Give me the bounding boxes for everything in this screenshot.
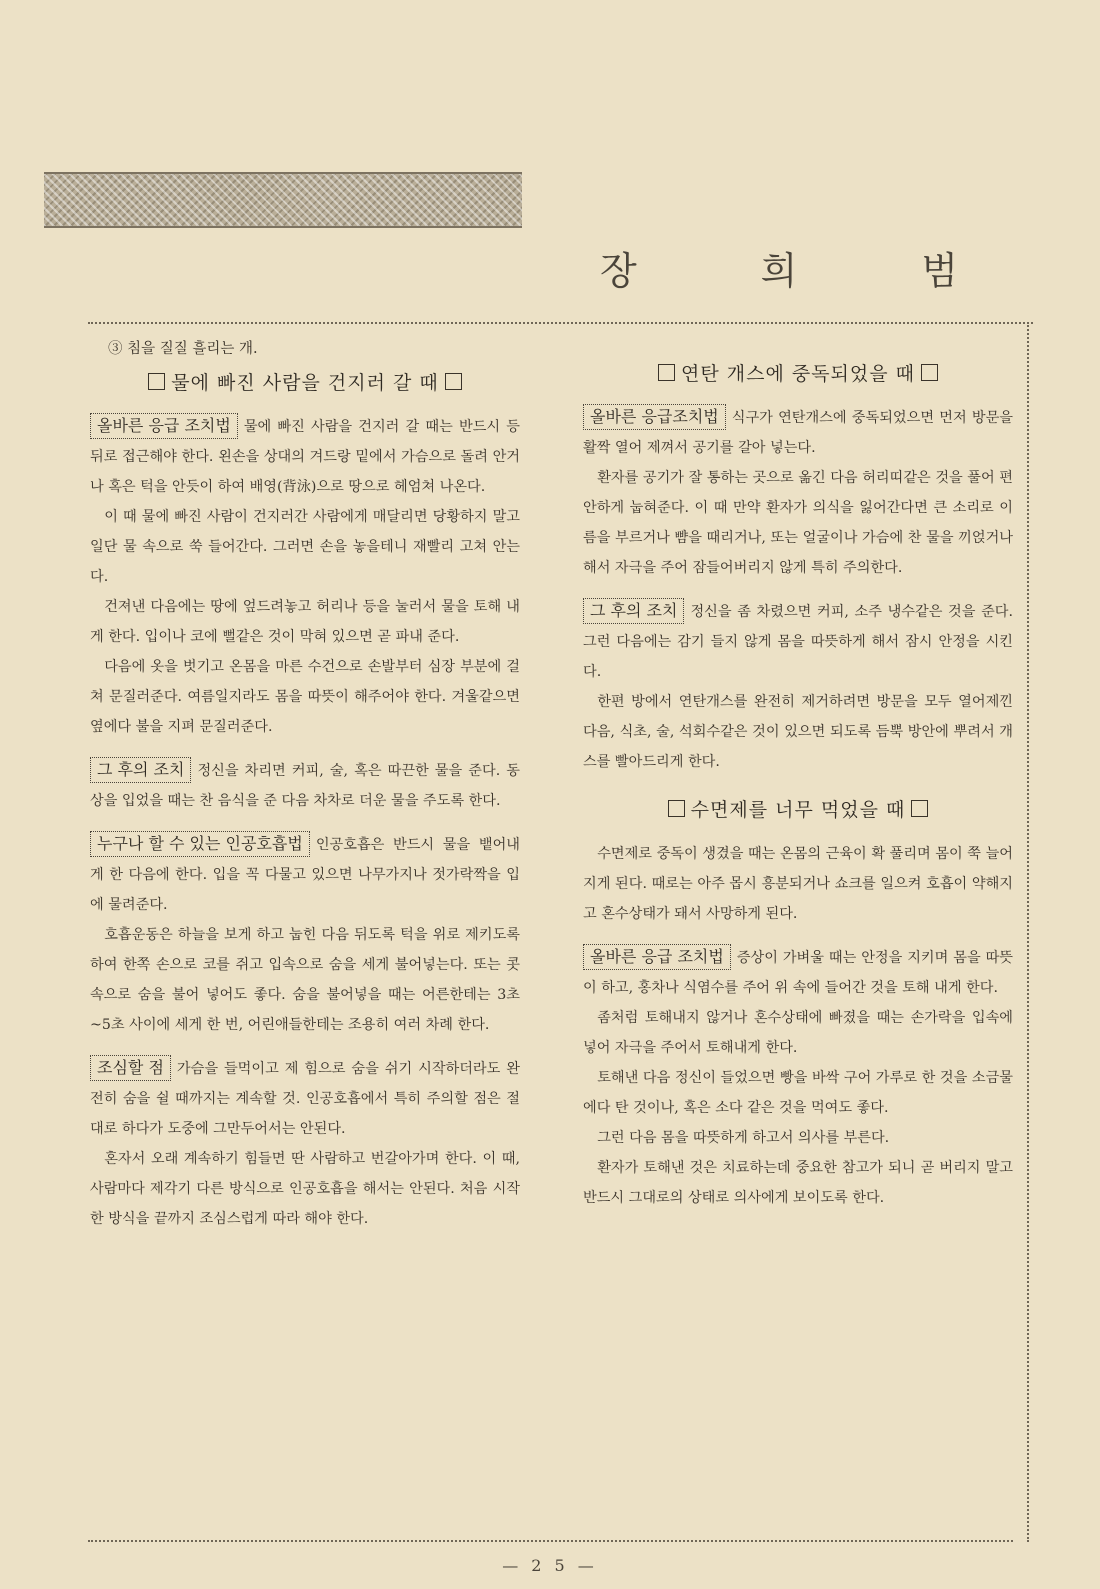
- list-item-3: ③ 침을 질질 흘리는 개.: [108, 341, 258, 357]
- paragraph-text: 물에 빠진 사람을 건지러 갈 때는 반드시 등 뒤로 접근해야 한다. 왼손을 상대의 겨드랑 밑에서 가슴으로 돌려 안거나 혹은 턱을 안듯이 하여 배영(背泳)으로 땅으로 헤엄쳐 나온다.: [90, 419, 520, 495]
- checkbox-square-icon: [148, 373, 165, 390]
- section-heading-drowning: [90, 368, 520, 398]
- subheading-aftercare: 그 후의 조치: [583, 598, 684, 624]
- subheading-cpr: 누구나 할 수 있는 인공호흡법: [90, 831, 310, 857]
- paragraph: 한편 방에서 연탄개스를 완전히 제거하려면 방문을 모두 열어제낀 다음, 식초, 술, 석회수같은 것이 있으면 되도록 듬뿍 방안에 뿌려서 개스를 빨아드리게 한다.: [583, 694, 1013, 770]
- paragraph: 토해낸 다음 정신이 들었으면 빵을 바싹 구어 가루로 한 것을 소금물에다 탄 것이나, 혹은 소다 같은 것을 먹여도 좋다.: [583, 1070, 1013, 1116]
- subheading-aftercare: 그 후의 조치: [90, 757, 191, 783]
- author-char: 범: [921, 249, 960, 293]
- paragraph-text: 증상이 가벼울 때는 안정을 지키며 몸을 따뜻이 하고, 홍차나 식염수를 주어 위 속에 들어간 것을 토해 내게 한다.: [583, 950, 1013, 996]
- decorative-banner: [44, 172, 522, 228]
- section-heading-coal-gas: [583, 359, 1013, 389]
- paragraph: 환자를 공기가 잘 통하는 곳으로 옮긴 다음 허리띠같은 것을 풀어 편안하게 눕혀준다. 이 때 만약 환자가 의식을 잃어간다면 큰 소리로 이름을 부르거나 뺨을 때리거나, 또는 얼굴이나 가슴에 찬 물을 끼얹거나 해서 자극을 주어 잠들어버리지 않게 특히 주의한다.: [583, 470, 1013, 576]
- left-column: [90, 334, 520, 1234]
- checkbox-square-icon: [658, 364, 675, 381]
- subheading-first-aid: 올바른 응급 조치법: [90, 413, 238, 439]
- paragraph: [90, 756, 520, 816]
- heading-text: 연탄 개스에 중독되었을 때: [680, 363, 915, 385]
- paragraph: 다음에 옷을 벗기고 온몸을 마른 수건으로 손발부터 심장 부분에 걸쳐 문질러준다. 여름일지라도 몸을 따뜻이 해주어야 한다. 겨울같으면 옆에다 불을 지펴 문질러준다.: [90, 659, 520, 735]
- paragraph-text: 정신을 좀 차렸으면 커피, 소주 냉수같은 것을 준다. 그런 다음에는 감기 들지 않게 몸을 따뜻하게 해서 잠시 안정을 시킨다.: [583, 604, 1013, 680]
- section-heading-sleeping-pills: [583, 795, 1013, 825]
- author-char: 장: [600, 249, 639, 293]
- paragraph: 좀처럼 토해내지 않거나 혼수상태에 빠졌을 때는 손가락을 입속에 넣어 자극을 주어서 토해내게 한다.: [583, 1010, 1013, 1056]
- paragraph: [583, 597, 1013, 687]
- subheading-caution: 조심할 점: [90, 1055, 171, 1081]
- subheading-first-aid: 올바른 응급 조치법: [583, 944, 731, 970]
- page-number: — 2 5 —: [502, 1556, 598, 1575]
- author-name: [600, 240, 960, 295]
- author-char: 희: [760, 249, 800, 293]
- paragraph: [583, 943, 1013, 1003]
- paragraph: 그런 다음 몸을 따뜻하게 하고서 의사를 부른다.: [597, 1130, 890, 1146]
- paragraph-text: 식구가 연탄개스에 중독되었으면 먼저 방문을 활짝 열어 제껴서 공기를 갈아 넣는다.: [583, 410, 1013, 456]
- checkbox-square-icon: [911, 800, 928, 817]
- paragraph: 환자가 토해낸 것은 치료하는데 중요한 참고가 되니 곧 버리지 말고 반드시 그대로의 상태로 의사에게 보이도록 한다.: [583, 1160, 1013, 1206]
- right-dotted-border: [1027, 322, 1029, 1542]
- paragraph: [90, 830, 520, 920]
- paragraph: 이 때 물에 빠진 사람이 건지러간 사람에게 매달리면 당황하지 말고 일단 물 속으로 쑥 들어간다. 그러면 손을 놓을테니 재빨리 고쳐 안는다.: [90, 509, 520, 585]
- paragraph: 수면제로 중독이 생겼을 때는 온몸의 근육이 확 풀리며 몸이 쭉 늘어지게 된다. 때로는 아주 몹시 흥분되거나 쇼크를 일으켜 호흡이 약해지고 혼수상태가 돼서 사망하게 된다.: [583, 846, 1013, 922]
- paragraph: [90, 412, 520, 502]
- checkbox-square-icon: [445, 373, 462, 390]
- bottom-dotted-rule: [88, 1540, 1013, 1542]
- paragraph-text: 가슴을 들먹이고 제 힘으로 숨을 쉬기 시작하더라도 완전히 숨을 쉴 때까지는 계속할 것. 인공호흡에서 특히 주의할 점은 절대로 하다가 도중에 그만두어서는 안된다.: [90, 1061, 520, 1137]
- heading-text: 수면제를 너무 먹었을 때: [690, 799, 906, 821]
- top-dotted-rule: [88, 322, 1033, 324]
- paragraph-text: 정신을 차리면 커피, 술, 혹은 따끈한 물을 준다. 동상을 입었을 때는 찬 음식을 준 다음 차차로 더운 물을 주도록 한다.: [90, 763, 520, 809]
- paragraph-text: 인공호흡은 반드시 물을 뱉어내게 한 다음에 한다. 입을 꼭 다물고 있으면 나무가지나 젓가락짝을 입에 물려준다.: [90, 837, 520, 913]
- paragraph: 혼자서 오래 계속하기 힘들면 딴 사람하고 번갈아가며 한다. 이 때, 사람마다 제각기 다른 방식으로 인공호흡을 해서는 안된다. 처음 시작한 방식을 끝까지 조심스럽게 따라 해야 한다.: [90, 1151, 520, 1227]
- checkbox-square-icon: [668, 800, 685, 817]
- paragraph: [90, 1054, 520, 1144]
- paragraph: [583, 403, 1013, 463]
- checkbox-square-icon: [921, 364, 938, 381]
- heading-text: 물에 빠진 사람을 건지러 갈 때: [171, 372, 439, 394]
- right-column: [583, 355, 1013, 1213]
- subheading-first-aid: 올바른 응급조치법: [583, 404, 726, 430]
- paragraph: 호흡운동은 하늘을 보게 하고 눕힌 다음 뒤도록 턱을 위로 제키도록 하여 한쪽 손으로 코를 쥐고 입속으로 숨을 세게 불어넣는다. 또는 콧속으로 숨을 불어 넣어도 좋다. 숨을 불어넣을 때는 어른한테는 3초~5초 사이에 세게 한 번, 어린애들한테는 조용히 여러 차례 한다.: [90, 927, 520, 1033]
- paragraph: 건져낸 다음에는 땅에 엎드려놓고 허리나 등을 눌러서 물을 토해 내게 한다. 입이나 코에 뻘같은 것이 막혀 있으면 곧 파내 준다.: [90, 599, 520, 645]
